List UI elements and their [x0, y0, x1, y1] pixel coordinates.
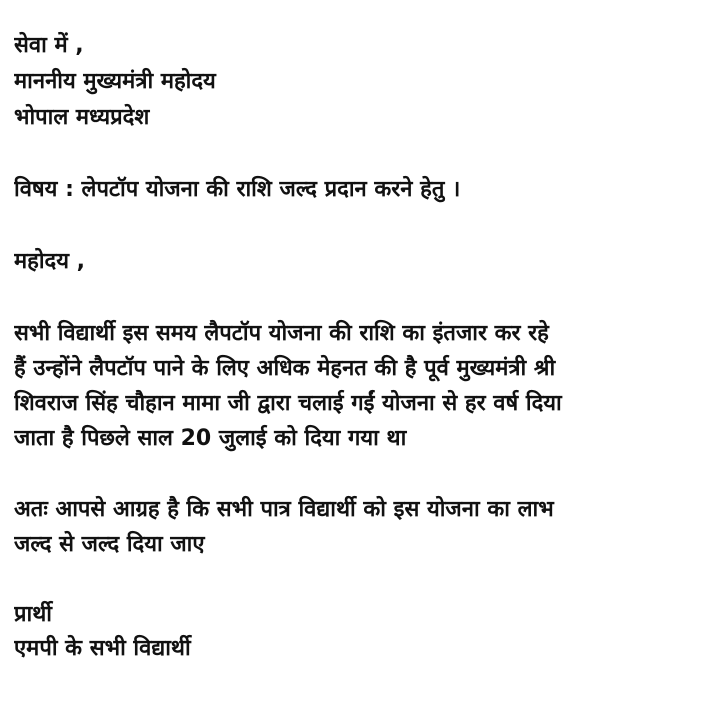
signature-block	[14, 598, 710, 666]
subject-line: विषय : लेपटॉप योजना की राशि जल्द प्रदान करने हेतु ।	[14, 177, 461, 202]
letter	[14, 28, 710, 666]
address-place: भोपाल मध्यप्रदेश	[14, 105, 150, 130]
spacer	[14, 136, 710, 172]
body-line: जाता है पिछले साल 20 जुलाई को दिया गया था	[14, 426, 407, 451]
appeal-line: अतः आपसे आग्रह है कि सभी पात्र विद्यार्थी को इस योजना का लाभ	[14, 497, 554, 522]
appeal-line: जल्द से जल्द दिया जाए	[14, 532, 205, 557]
spacer	[14, 562, 710, 598]
body-paragraph	[14, 316, 710, 456]
appeal-paragraph	[14, 492, 710, 562]
spacer	[14, 456, 710, 492]
address-to: सेवा में ,	[14, 33, 84, 58]
spacer	[14, 280, 710, 316]
salutation: महोदय ,	[14, 249, 85, 274]
body-line: हैं उन्होंने लैपटॉप पाने के लिए अधिक मेहनत की है पूर्व मुख्यमंत्री श्री	[14, 356, 556, 381]
body-line: सभी विद्यार्थी इस समय लैपटॉप योजना की राशि का इंतजार कर रहे	[14, 321, 549, 346]
signature-sender: एमपी के सभी विद्यार्थी	[14, 636, 191, 661]
signature-label: प्रार्थी	[14, 602, 52, 627]
spacer	[14, 208, 710, 244]
address-block	[14, 28, 710, 136]
address-recipient: माननीय मुख्यमंत्री महोदय	[14, 69, 216, 94]
body-line: शिवराज सिंह चौहान मामा जी द्वारा चलाई गईं योजना से हर वर्ष दिया	[14, 391, 562, 416]
